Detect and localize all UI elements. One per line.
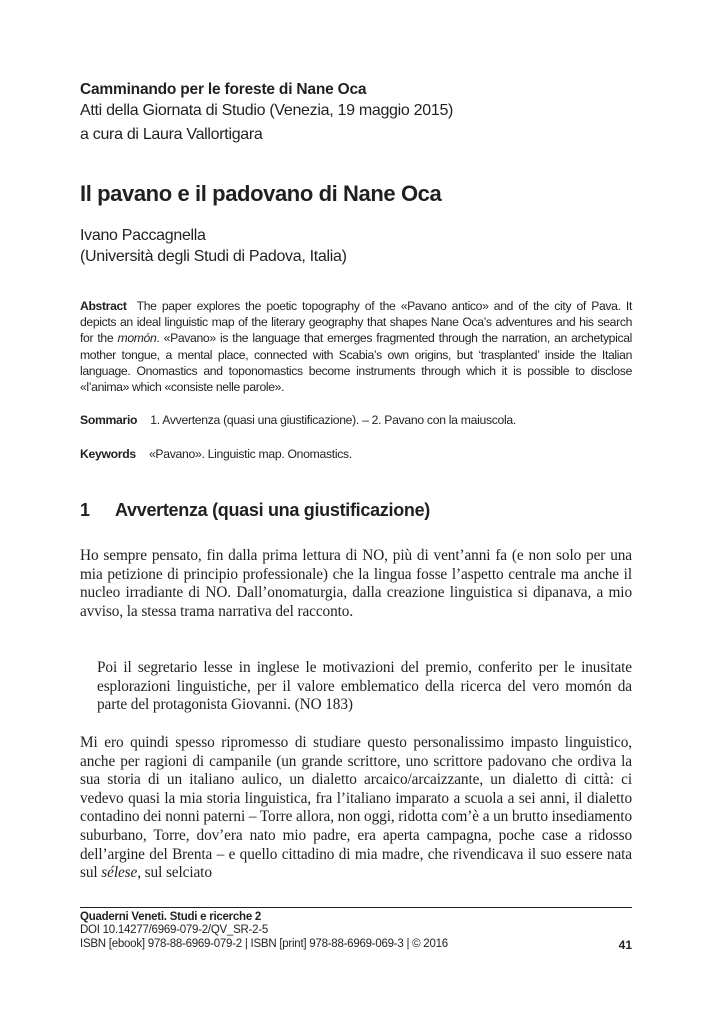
abstract — [80, 298, 632, 395]
body-paragraph-1: Ho sempre pensato, fin dalla prima lettura di NO, più di vent’anni fa (e non solo per una mia petizione di principio professionale) che la lingua fosse l’aspetto centrale ma anche il nucleo irradiante di NO. Dall’onomaturgia, dalla creazione linguistica si dipanava, a mio avviso, la stessa trama narrativa del racconto. — [80, 547, 632, 620]
volume-title: Camminando per le foreste di Nane Oca — [80, 81, 367, 98]
section-heading — [80, 498, 632, 522]
block-quote: Poi il segretario lesse in inglese le motivazioni del premio, conferito per le inusitate esplorazioni linguistiche, per il valore emblematico della ricerca del vero momón da parte del protagonista Giovanni. (NO 183) — [97, 659, 632, 714]
footer — [80, 911, 632, 951]
abstract-label: Abstract — [80, 299, 127, 313]
footer-doi: DOI 10.14277/6969-079-2/QV_SR-2-5 — [80, 924, 269, 937]
section-title: Avvertenza (quasi una giustificazione) — [115, 500, 430, 520]
author-name: Ivano Paccagnella — [80, 227, 206, 244]
author-affiliation: (Università degli Studi di Padova, Italia) — [80, 248, 347, 265]
page-number: 41 — [618, 938, 632, 952]
keywords-text: «Pavano». Linguistic map. Onomastics. — [148, 447, 352, 461]
body-paragraph-2-text-b: , sul selciato — [137, 864, 212, 882]
footer-series: Quaderni Veneti. Studi e ricerche 2 — [80, 911, 262, 923]
section-number: 1 — [80, 500, 90, 520]
abstract-text-1: The paper explores the poetic topography of the «Pavano antico» and of the city of Pava. It depicts an ideal linguistic map of the literary geography that shapes Nane Oca’s adventures and his search for the — [80, 299, 632, 346]
abstract-text-2: . «Pavano» is the language that emerges fragmented through the narration, an archetypical mother tongue, a mental place, connected with Scabia’s own origins, but ‘trasplanted’ inside the Italian language. Onomastics and toponomastics become instruments through which it is possible to disclose «l’anima» which «consiste nelle parole». — [80, 331, 632, 395]
keywords-label: Keywords — [80, 447, 136, 461]
sommario — [80, 412, 632, 428]
sommario-text: 1. Avvertenza (quasi una giustificazione). – 2. Pavano con la maiuscola. — [150, 413, 516, 427]
body-paragraph-2-italic: sélese — [101, 864, 138, 882]
sommario-label: Sommario — [80, 413, 138, 427]
body-paragraph-2-text-a: Mi ero quindi spesso ripromesso di studiare questo personalissimo impasto linguistico, anche per ragioni di campanile (un grande scrittore, uno scrittore padovano che ordiva la sua storia di un italiano aulico, un dialetto arcaico/arcaizzante, un dialetto di città: ci vedevo quasi la mia storia linguistica, fra l’italiano imparato a scuola a sei anni, il dialetto contadino dei nonni paterni – Torre allora, non oggi, ridotta com’è a un brutto insediamento suburbano, Torre, dov’era nato mio padre, era aperta campagna, poche case a ridosso dell’argine del Brenta – e quello cittadino di mia madre, che rivendicava il suo essere nata sul — [80, 734, 632, 882]
keywords — [80, 446, 632, 462]
footer-rule — [80, 907, 632, 908]
author-block — [80, 225, 632, 267]
footer-isbn: ISBN [ebook] 978-88-6969-079-2 | ISBN [print] 978-88-6969-069-3 | © 2016 — [80, 937, 448, 950]
abstract-text-italic: momón — [117, 331, 157, 346]
volume-editor: a cura di Laura Vallortigara — [80, 126, 263, 143]
volume-subtitle: Atti della Giornata di Studio (Venezia, 19 maggio 2015) — [80, 102, 454, 119]
article-title: Il pavano e il padovano di Nane Oca — [80, 181, 442, 206]
body-paragraph-2 — [80, 734, 632, 883]
